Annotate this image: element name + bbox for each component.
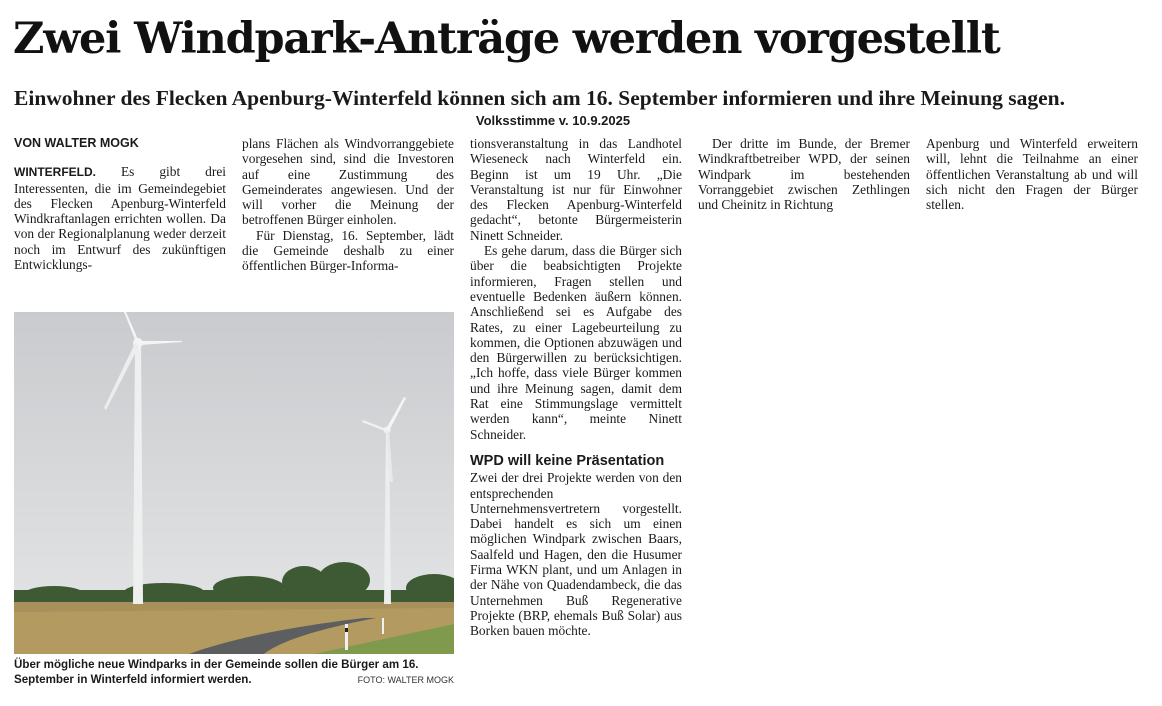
- paragraph: tionsveranstaltung in das Landhotel Wieseneck nach Winterfeld ein. Beginn ist um 19 Uhr. „Die Veranstaltung ist nur für Einwohner des Flecken Apenburg-Winterfeld gedacht“, betonte Bürgermeisterin Ninett Schneider.: [470, 136, 682, 243]
- article-column-1: [14, 136, 226, 272]
- photo-caption: Über mögliche neue Windparks in der Gemeinde sollen die Bürger am 16. September in Winterfeld informiert werden.: [14, 658, 419, 686]
- paragraph: [14, 164, 226, 272]
- article-column-3: [470, 136, 682, 639]
- article-column-4: [698, 136, 910, 212]
- wind-turbine-photo: [14, 312, 454, 654]
- photo-credit: FOTO: WALTER MOGK: [357, 675, 454, 685]
- article-column-5: [926, 136, 1138, 212]
- byline: VON WALTER MOGK: [14, 136, 139, 150]
- paragraph: Für Dienstag, 16. September, lädt die Gemeinde deshalb zu einer öffentlichen Bürger-Informa-: [242, 227, 454, 274]
- paragraph: plans Flächen als Windvorranggebiete vorgesehen sind, sind die Investoren auf eine Zustimmung des Gemeinderates angewiesen. Und der will vorher die Meinung der betroffenen Bürger einholen.: [242, 136, 454, 228]
- paragraph-text: Es gibt drei Interessenten, die im Gemeindegebiet des Flecken Apenburg-Winterfeld Windkraftanlagen errichten wollen. Da von der Regionalplanung weder derzeit noch im Entwurf des zukünftigen Entwicklungs-: [14, 164, 226, 273]
- source-note: Volksstimme v. 10.9.2025: [475, 113, 631, 128]
- article-photo: [14, 312, 454, 654]
- paragraph: Der dritte im Bunde, der Bremer Windkraftbetreiber WPD, der seinen Windpark im bestehenden Vorranggebiet zwischen Zethlingen und Cheinitz in Richtung: [698, 136, 910, 213]
- paragraph: Zwei der drei Projekte werden von den entsprechenden Unternehmensvertretern vorgestellt. Dabei handelt es sich um einen möglichen Windpark zwischen Baars, Saalfeld und Hagen, den die Husumer Firma WKN plant, und um Anlagen in der Nähe von Quadendambeck, die das Unternehmen Buß Regenerative Projekte (BRP, ehemals Buß Solar) aus Borken bauen möchte.: [470, 470, 682, 639]
- article-column-2: [242, 136, 454, 274]
- headline: Zwei Windpark-Anträge werden vorgestellt: [13, 14, 1000, 64]
- paragraph: Apenburg und Winterfeld erweitern will, lehnt die Teilnahme an einer öffentlichen Veranstaltung ab und will sich nicht den Fragen der Bürger stellen.: [926, 136, 1138, 213]
- paragraph: Es gehe darum, dass die Bürger sich über die beabsichtigten Projekte informieren, Fragen stellen und eventuelle Bedenken äußern können. Anschließend sei es Aufgabe des Rates, zu einer Lagebeurteilung zu kommen, die Optionen abzuwägen und den Bürgerwillen zu berücksichtigen. „Ich hoffe, dass viele Bürger kommen und ihre Meinung sagen, damit dem Rat eine Stimmungslage vermittelt werden kann“, meinte Ninett Schneider.: [470, 243, 682, 442]
- dateline: WINTERFELD.: [14, 165, 96, 180]
- subheadline: Einwohner des Flecken Apenburg-Winterfeld können sich am 16. September informieren und ihre Meinung sagen.: [14, 86, 1065, 110]
- section-subhead: WPD will keine Präsentation: [470, 452, 665, 469]
